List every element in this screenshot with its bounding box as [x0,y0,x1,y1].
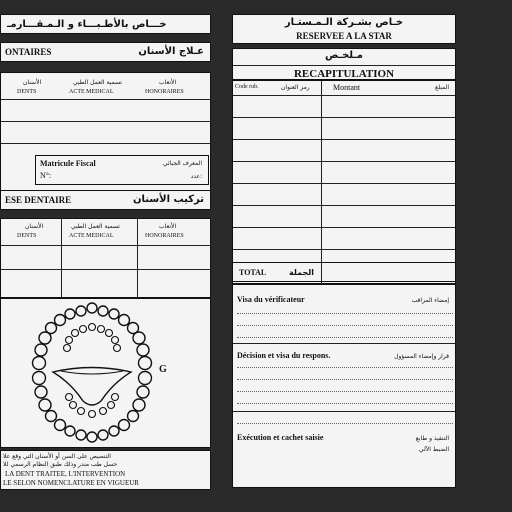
verifier-visa-ar: إمضاء المراقب [411,297,449,304]
prothese-col2-ar: تسمية العمل الطبي [71,223,120,230]
left-form-panel [0,12,212,490]
decision-visa-ar: قرار وإمضاء المسؤول [394,353,449,360]
verifier-visa-fr: Visa du vérificateur [237,295,305,304]
footer-fr-line-1: LA DENT TRAITEE, L'INTERVENTION [5,470,126,478]
dental-chart-diagram [1,299,211,448]
prothese-title-fr: ESE DENTAIRE [5,195,72,205]
prothese-header [0,190,211,210]
doctors-banner-text: خـــاص بالأطـبـــاء و الـمـقـــارمـ [7,19,167,30]
prothese-col1-ar: الأسنان [25,223,44,230]
soins-title-fr: ONTAIRES [5,47,52,57]
star-reserved-ar: خـاص بشـركة الـمـستـار [284,17,404,28]
dental-chart-box [0,298,211,448]
soins-col1-fr: DENTS [17,89,37,95]
col-montant-ar: المبلغ [435,84,449,91]
left-footer-box [0,450,211,490]
decision-visa-fr: Décision et visa du respons. [237,351,331,360]
signatures-box [232,284,456,488]
fiscal-id-box [35,155,209,185]
total-row [232,262,456,282]
side-label-g: G [159,364,167,375]
prothese-col1-fr: DENTS [17,233,37,239]
prothese-table [0,218,211,298]
execution-stamp-fr: Exécution et cachet saisie [237,433,324,442]
star-reserved-fr: RESERVEE A LA STAR [296,31,392,41]
recap-title-ar: مـلخـص [325,50,363,61]
total-label-fr: TOTAL [239,268,267,277]
recap-header [232,48,456,80]
fiscal-number-label-fr: N°: [40,171,52,180]
recap-table [232,80,456,284]
execution-stamp-ar-2: الضبط الآلي [418,446,449,453]
doctors-banner [0,14,211,34]
fiscal-number-label-ar: عدد: [190,173,202,180]
soins-title-ar: عـلاج الأسنان [138,46,204,57]
footer-ar-line-2: حسل طب مندر وذلك طبق النظام الرسمي للا [3,461,118,468]
prothese-col3-ar: الأتعاب [159,223,177,230]
soins-col2-ar: تسمية العمل الطبي [73,79,122,86]
fiscal-id-label-fr: Matricule Fiscal [40,159,96,168]
prothese-col2-fr: ACTE MEDICAL [69,233,114,239]
soins-table [0,72,211,192]
right-form-panel [230,12,458,490]
prothese-title-ar: تركيب الأسنان [132,194,204,205]
soins-col2-fr: ACTE MEDICAL [69,89,114,95]
execution-stamp-ar-1: التنفيذ و طابع [415,435,449,442]
recap-title-fr: RECAPITULATION [293,68,395,80]
col-code-ar: رمز العنوان [281,84,310,91]
prothese-col3-fr: HONORAIRES [145,233,184,239]
soins-col3-ar: الأتعاب [159,79,177,86]
col-code-fr: Code rub. [235,84,259,90]
total-label-ar: الجملة [289,268,314,277]
footer-fr-line-2: LE SELON NOMENCLATURE EN VIGUEUR [3,479,139,487]
col-montant-fr: Montant [333,83,361,92]
star-reserved-header [232,14,456,44]
soins-header [0,42,211,62]
fiscal-id-label-ar: المعرف الجبائي [163,160,202,167]
soins-col1-ar: الأسنان [23,79,42,86]
soins-col3-fr: HONORAIRES [145,89,184,95]
footer-ar-line-1: التنصيص على السن أو الأسنان التي وقع علا [3,453,111,460]
